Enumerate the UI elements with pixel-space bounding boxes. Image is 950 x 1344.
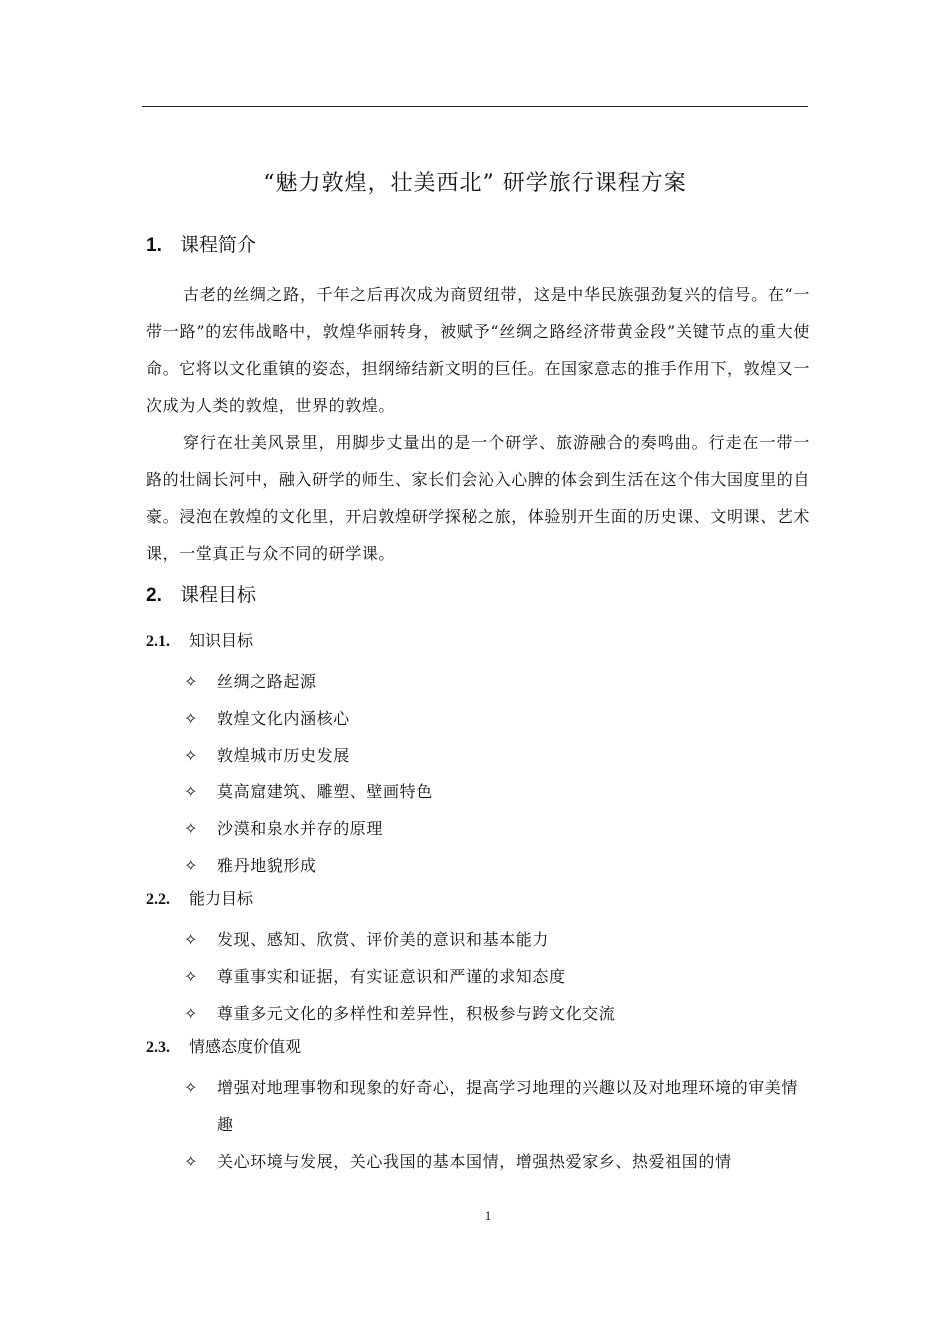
subsection-number: 2.2. — [146, 891, 170, 908]
subsection-title: 情感态度价值观 — [189, 1037, 302, 1056]
list-item: ✧ 增强对地理事物和现象的好奇心，提高学习地理的兴趣以及对地理环境的审美情趣 — [184, 1069, 810, 1143]
list-item: ✧ 沙漠和泉水并存的原理 — [184, 810, 810, 847]
bullet-icon: ✧ — [184, 1004, 198, 1023]
list-item: ✧ 丝绸之路起源 — [184, 663, 810, 700]
bullet-icon: ✧ — [184, 1152, 198, 1171]
list-item: ✧ 尊重多元文化的多样性和差异性，积极参与跨文化交流 — [184, 995, 810, 1032]
document-title: “魅力敦煌，壮美西北” 研学旅行课程方案 — [263, 171, 687, 196]
bullet-icon: ✧ — [184, 930, 198, 949]
bullet-icon: ✧ — [184, 782, 198, 801]
list-item: ✧ 敦煌文化内涵核心 — [184, 700, 810, 737]
page-number: 1 — [484, 1208, 492, 1223]
bullet-icon: ✧ — [184, 1078, 198, 1097]
paragraph-intro-1: 古老的丝绸之路，千年之后再次成为商贸纽带，这是中华民族强劲复兴的信号。在“一带一路”的宏伟战略中，敦煌华丽转身，被赋予“丝绸之路经济带黄金段”关键节点的重大使命。它将以文化重镇的姿态，担纲缔结新文明的巨任。在国家意志的推手作用下，敦煌又一次成为人类的敦煌，世界的敦煌。 — [146, 285, 811, 415]
list-item: ✧ 尊重事实和证据，有实证意识和严谨的求知态度 — [184, 958, 810, 995]
subsection-number: 2.3. — [146, 1039, 170, 1056]
list-item: ✧ 发现、感知、欣赏、评价美的意识和基本能力 — [184, 921, 810, 958]
subsection-heading-2-1 — [146, 628, 253, 655]
list-item: ✧ 莫高窟建筑、雕塑、壁画特色 — [184, 773, 810, 810]
section-heading-2 — [146, 580, 256, 611]
bullet-icon: ✧ — [184, 856, 198, 875]
header-rule — [142, 106, 808, 107]
subsection-title: 知识目标 — [189, 631, 254, 650]
bullet-icon: ✧ — [184, 967, 198, 986]
bullet-icon: ✧ — [184, 672, 198, 691]
section-title: 课程目标 — [180, 584, 257, 606]
bullet-icon: ✧ — [184, 709, 198, 728]
section-number: 2. — [146, 585, 162, 606]
list-item: ✧ 关心环境与发展，关心我国的基本国情，增强热爱家乡、热爱祖国的情 — [184, 1143, 810, 1180]
list-item: ✧ 敦煌城市历史发展 — [184, 737, 810, 774]
subsection-heading-2-2 — [146, 886, 253, 913]
bullet-icon: ✧ — [184, 819, 198, 838]
bullet-icon: ✧ — [184, 746, 198, 765]
section-heading-1 — [146, 230, 256, 261]
subsection-heading-2-3 — [146, 1034, 301, 1061]
list-item: ✧ 雅丹地貌形成 — [184, 847, 810, 884]
subsection-number: 2.1. — [146, 633, 170, 650]
section-title: 课程简介 — [180, 234, 257, 256]
section-number: 1. — [146, 235, 162, 256]
subsection-title: 能力目标 — [189, 889, 254, 908]
paragraph-intro-2: 穿行在壮美风景里，用脚步丈量出的是一个研学、旅游融合的奏鸣曲。行走在一带一路的壮阔长河中，融入研学的师生、家长们会沁入心脾的体会到生活在这个伟大国度里的自豪。浸泡在敦煌的文化里，开启敦煌研学探秘之旅，体验别开生面的历史课、文明课、艺术课，一堂真正与众不同的研学课。 — [146, 433, 811, 563]
